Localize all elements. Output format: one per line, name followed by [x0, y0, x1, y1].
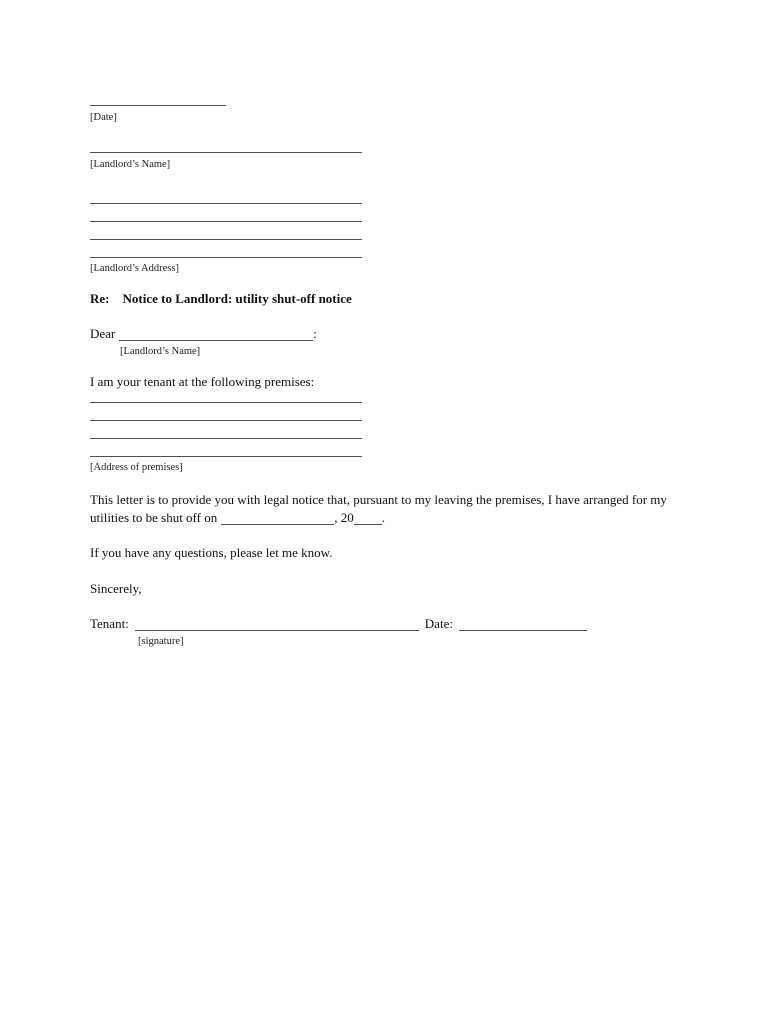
salutation-prefix: Dear — [90, 326, 116, 341]
premises-blank-line — [90, 438, 362, 439]
salutation-name-blank — [119, 340, 313, 341]
shutoff-date-blank — [221, 524, 334, 525]
date-field-label: Date: — [424, 616, 453, 631]
signature-label: [signature] — [138, 636, 184, 647]
premises-blank-line — [90, 456, 362, 457]
subject-text: Notice to Landlord: utility shut-off notice — [122, 291, 352, 306]
landlord-address-blank-line — [90, 239, 362, 240]
tenant-label: Tenant: — [90, 616, 129, 631]
premises-blank-line — [90, 420, 362, 421]
signature-date-blank — [459, 630, 587, 631]
salutation-colon: : — [313, 326, 317, 341]
closing-line: Sincerely, — [90, 581, 142, 596]
tenant-signature-blank — [135, 630, 419, 631]
premises-blank-line — [90, 402, 362, 403]
landlord-name-blank-line — [90, 152, 362, 153]
salutation-line — [90, 325, 770, 343]
date-label: [Date] — [90, 112, 117, 123]
questions-line: If you have any questions, please let me know. — [90, 545, 333, 560]
signature-row — [90, 615, 770, 633]
shutoff-year-blank — [354, 524, 382, 525]
subject-prefix: Re: — [90, 291, 110, 306]
landlord-name-label: [Landlord’s Name] — [90, 159, 171, 170]
body-period: . — [381, 509, 385, 525]
premises-label: [Address of premises] — [90, 462, 183, 473]
body-year-prefix: , 20 — [334, 509, 354, 525]
landlord-address-blank-line — [90, 203, 362, 204]
body-text: This letter is to provide you with legal notice that, pursuant to my leaving the premises, I have arranged for my utilities to be shut off on — [90, 492, 667, 525]
landlord-address-blank-line — [90, 221, 362, 222]
date-blank-line — [90, 105, 226, 106]
subject-line — [90, 290, 770, 308]
premises-intro-line: I am your tenant at the following premises: — [90, 374, 315, 389]
body-paragraph — [90, 491, 675, 526]
landlord-address-label: [Landlord’s Address] — [90, 263, 179, 274]
salutation-hint-label: [Landlord’s Name] — [120, 346, 201, 357]
landlord-address-blank-line — [90, 257, 362, 258]
